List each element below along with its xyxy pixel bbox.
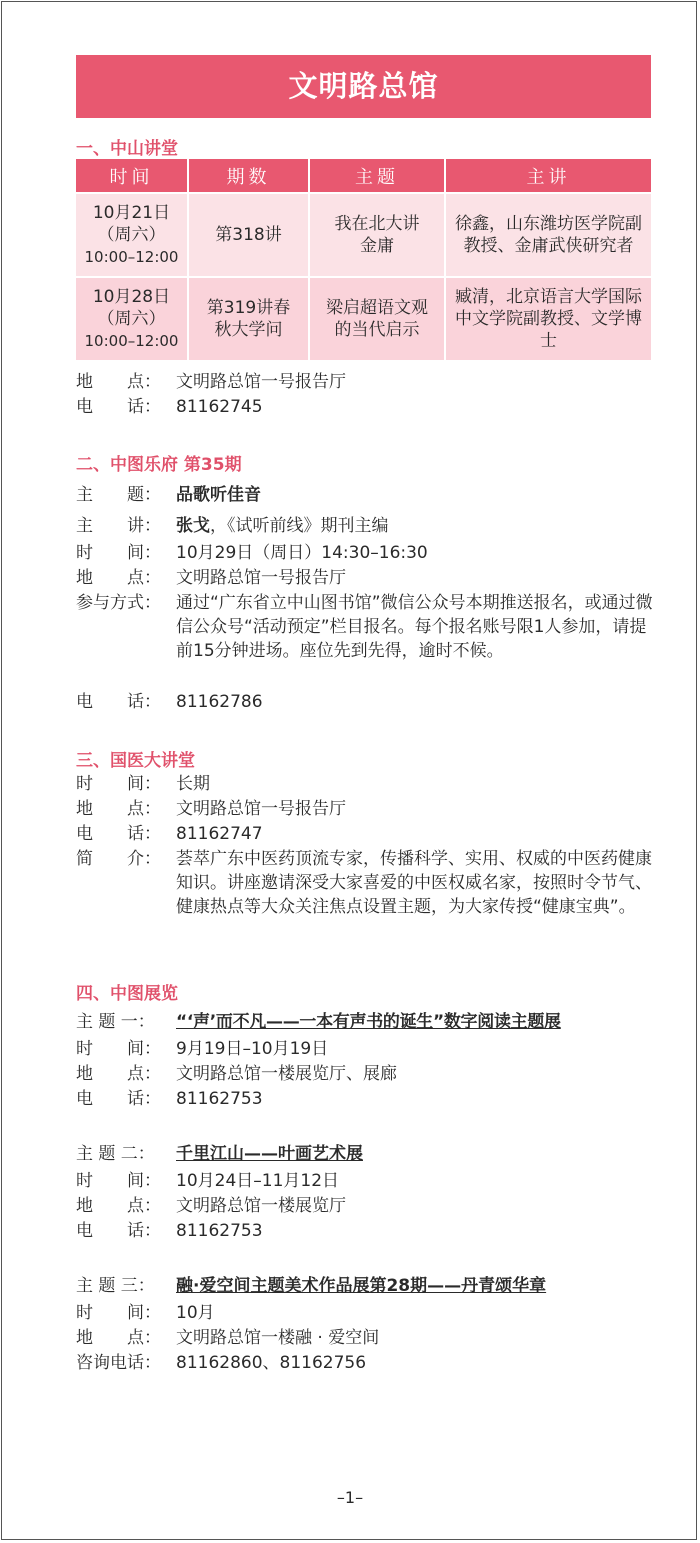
cell-weekday: （周六） xyxy=(97,309,166,329)
label: 主 题 三： xyxy=(76,1276,155,1296)
value: 文明路总馆一楼展览厅 xyxy=(176,1196,346,1216)
value: 荟萃广东中医药顶流专家，传播科学、实用、权威的中医药健康知识。讲座邀请深受大家喜爱的中医权威名家，按照时令节气、健康热点等大众关注焦点设置主题，为大家传授“健康宝典”。 xyxy=(176,849,652,917)
label: 电 话： xyxy=(76,1089,161,1109)
value: 81162860、81162756 xyxy=(176,1353,367,1373)
cell-date: 10月28日 xyxy=(92,287,171,307)
label: 主 题： xyxy=(76,485,161,505)
cell-time xyxy=(76,277,188,360)
label: 电 话： xyxy=(76,692,161,712)
label: 地 点： xyxy=(76,1196,161,1216)
cell-issue: 第318讲 xyxy=(188,193,309,277)
value: 文明路总馆一楼展览厅、展廊 xyxy=(176,1064,397,1084)
page-title: 文明路总馆 xyxy=(76,55,651,118)
host-desc: ，《试听前线》期刊主编 xyxy=(210,516,389,536)
value: 通过“广东省立中山图书馆”微信公众号本期推送报名，或通过微信公众号“活动预定”栏目报名。每个报名账号限1人参加，请提前15分钟进场。座位先到先得，逾时不候。 xyxy=(176,593,653,661)
label: 参与方式： xyxy=(76,593,161,613)
table-row xyxy=(76,193,651,277)
label: 时 间： xyxy=(76,1039,161,1059)
value: 81162753 xyxy=(176,1221,263,1241)
value: 81162747 xyxy=(176,824,263,844)
label: 主 题 二： xyxy=(76,1144,155,1164)
section-heading-zhongshan: 一、中山讲堂 xyxy=(76,139,178,159)
label: 地 点： xyxy=(76,568,161,588)
label: 主 讲： xyxy=(76,516,161,536)
value: 10月24日–11月12日 xyxy=(176,1171,340,1191)
table-row xyxy=(76,277,651,360)
section-heading-guoyi: 三、国医大讲堂 xyxy=(76,751,195,771)
section-heading-yuefu: 二、中图乐府 第35期 xyxy=(76,455,242,475)
cell-speaker: 臧清，北京语言大学国际中文学院副教授、文学博士 xyxy=(445,277,651,360)
label: 时 间： xyxy=(76,1171,161,1191)
cell-time xyxy=(76,193,188,277)
label: 地 点： xyxy=(76,799,161,819)
value: 81162786 xyxy=(176,692,263,712)
cell-weekday: （周六） xyxy=(97,225,166,245)
page-number: –1– xyxy=(336,1488,364,1507)
col-header-speaker: 主讲 xyxy=(445,159,651,193)
col-header-issue: 期数 xyxy=(188,159,309,193)
cell-speaker: 徐鑫，山东潍坊医学院副教授、金庸武侠研究者 xyxy=(445,193,651,277)
value: 文明路总馆一号报告厅 xyxy=(176,799,346,819)
exhibit-title: “‘声’而不凡——一本有声书的诞生”数字阅读主题展 xyxy=(176,1012,561,1032)
label: 咨询电话： xyxy=(76,1353,161,1373)
value: 文明路总馆一号报告厅 xyxy=(176,568,346,588)
cell-date: 10月21日 xyxy=(92,203,171,223)
value: 81162745 xyxy=(176,397,263,417)
label: 简 介： xyxy=(76,849,161,869)
exhibit-title: 千里江山——叶画艺术展 xyxy=(176,1144,363,1164)
value: 9月19日–10月19日 xyxy=(176,1039,329,1059)
value: 文明路总馆一楼融 · 爱空间 xyxy=(176,1328,380,1348)
label: 地 点： xyxy=(76,1064,161,1084)
host-name: 张戈 xyxy=(176,516,210,536)
cell-hours: 10:00–12:00 xyxy=(84,248,179,266)
exhibit-title: 融·爱空间主题美术作品展第28期——丹青颂华章 xyxy=(176,1276,547,1296)
cell-issue: 第319讲春秋大学问 xyxy=(188,277,309,360)
value: 10月29日（周日）14:30–16:30 xyxy=(176,543,428,563)
col-header-topic: 主题 xyxy=(309,159,445,193)
label: 时 间： xyxy=(76,1303,161,1323)
table-header-row xyxy=(76,159,651,193)
label: 主 题 一： xyxy=(76,1012,155,1032)
label: 电 话： xyxy=(76,1221,161,1241)
value: 品歌听佳音 xyxy=(176,485,261,505)
label: 时 间： xyxy=(76,774,161,794)
value: 长期 xyxy=(176,774,210,794)
cell-topic: 梁启超语文观的当代启示 xyxy=(309,277,445,360)
section-heading-exhibition: 四、中图展览 xyxy=(76,984,178,1004)
value xyxy=(176,514,654,538)
label: 地 点： xyxy=(76,372,161,392)
cell-topic: 我在北大讲金庸 xyxy=(309,193,445,277)
col-header-time: 时间 xyxy=(76,159,188,193)
value: 81162753 xyxy=(176,1089,263,1109)
value: 10月 xyxy=(176,1303,215,1323)
value: 文明路总馆一号报告厅 xyxy=(176,372,346,392)
lecture-table xyxy=(76,159,651,360)
cell-hours: 10:00–12:00 xyxy=(84,332,179,350)
label: 电 话： xyxy=(76,397,161,417)
label: 地 点： xyxy=(76,1328,161,1348)
label: 时 间： xyxy=(76,543,161,563)
label: 电 话： xyxy=(76,824,161,844)
